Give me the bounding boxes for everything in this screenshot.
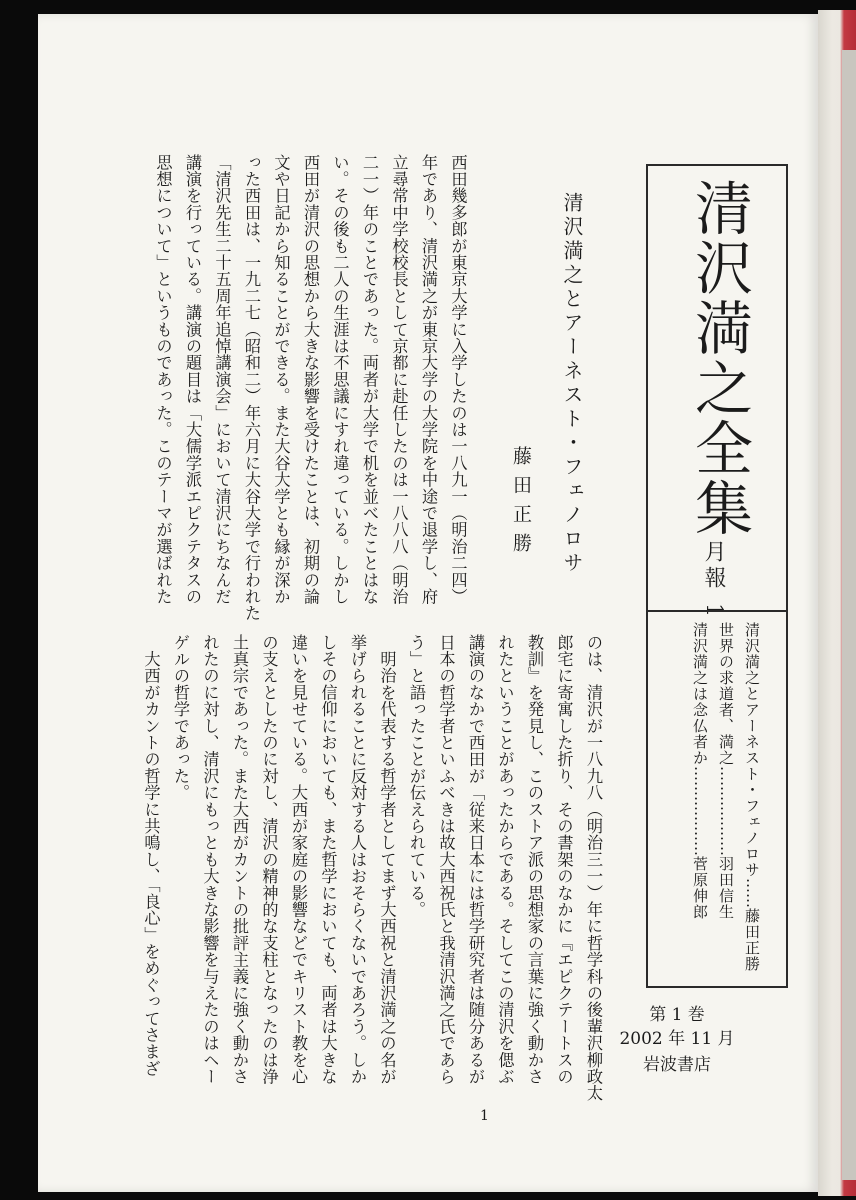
- monthly-label: 月報 1: [701, 540, 726, 621]
- essay-column: 教訓』を発見し、このストア派の思想家の言葉に強く動かさ: [525, 634, 544, 1085]
- essay-column: ゲルの哲学であった。: [171, 634, 190, 801]
- toc-entry: [742, 622, 763, 972]
- toc-title: 清沢満之は念仏者か: [691, 622, 709, 766]
- monthly-bulletin-page: [38, 14, 818, 1192]
- essay-column: 文や日記から知ることができる。また大谷大学とも縁が深か: [271, 154, 291, 605]
- essay-title: 清沢満之とアーネスト・フェノロサ: [560, 192, 584, 576]
- toc-author: 菅原伸郎: [691, 856, 709, 920]
- essay-column: った西田は、一九二七（昭和二）年六月に大谷大学で行われた: [242, 154, 261, 622]
- essay-column: 違いを見せている。大西が家庭の影響などでキリスト教を心: [289, 634, 308, 1085]
- essay-column: のは、清沢が一八九八（明治三一）年に哲学科の後輩沢柳政太: [584, 634, 603, 1102]
- essay-column: う」と語ったことが伝えられている。: [407, 634, 426, 918]
- essay-column: しその信仰においても、また哲学においても、両者は大きな: [318, 634, 338, 1085]
- volume-number: 第 1 巻: [649, 1005, 705, 1025]
- essay-column: 大西がカントの哲学に共鳴し、「良心」をめぐってさまざ: [141, 634, 161, 1077]
- toc-dots: ………………: [691, 766, 709, 856]
- essay-column: れたのに対し、清沢にもっとも大きな影響を与えたのはヘー: [200, 634, 220, 1085]
- essay-column: の支えとしたのに対し、清沢の精神的な支柱となったのは浄: [259, 634, 279, 1085]
- essay-column: 年であり、清沢満之が東京大学の大学院を中途で退学し、府: [419, 154, 438, 605]
- sidebar-box: [646, 164, 788, 988]
- toc-dots: ……: [743, 878, 761, 908]
- essay-body-lower: [136, 634, 608, 1102]
- essay-column: 思想について」というものであった。このテーマが選ばれた: [153, 154, 173, 605]
- essay-column: 郎宅に寄寓した折り、その書架のなかに『エピクテートスの: [554, 634, 574, 1085]
- publication-date: 2002 年 11 月: [619, 1029, 735, 1049]
- toc-title: 清沢満之とアーネスト・フェノロサ: [743, 622, 761, 878]
- essay-column: 講演のなかで西田が「従来日本には哲学研究者は随分あるが: [466, 634, 485, 1085]
- essay-author: 藤田正勝: [510, 446, 532, 562]
- essay-column: 土真宗であった。また大西がカントの批評主義に強く動かさ: [230, 634, 249, 1085]
- toc-entry: [716, 622, 737, 920]
- toc-author: 藤田正勝: [743, 908, 761, 972]
- essay-column: 講演を行っている。講演の題目は「大儒学派エピクテタスの: [183, 154, 202, 605]
- essay-column: 西田幾多郎が東京大学に入学したのは一八九一（明治二四）: [448, 154, 468, 605]
- toc-dots: ………………: [717, 766, 735, 856]
- essay-column: 西田が清沢の思想から大きな影響を受けたことは、初期の論: [301, 154, 320, 605]
- page-number: 1: [480, 1108, 489, 1124]
- toc-title: 世界の求道者、満之: [717, 622, 735, 766]
- essay-column: 日本の哲学者といふべきは故大西祝氏と我清沢満之氏であら: [436, 634, 456, 1085]
- essay-column: れたということがあったからである。そしてこの清沢を偲ぶ: [495, 634, 515, 1085]
- book-edge: [818, 10, 856, 1196]
- essay-column: 挙げられることに反対する人はおそらくないであろう。しか: [348, 634, 367, 1085]
- toc-author: 羽田信生: [717, 856, 735, 920]
- essay-column: い。その後も二人の生涯は不思議にすれ違っている。しかし: [330, 154, 350, 605]
- toc-entry: [690, 622, 711, 920]
- essay-column: 立尋常中学校校長として京都に赴任したのは一八八八（明治: [389, 154, 409, 605]
- essay-column: 明治を代表する哲学者としてまず大西祝と清沢満之の名が: [377, 634, 397, 1085]
- essay-column: 「清沢先生二十五周年追悼講演会」において清沢にちなんだ: [212, 154, 232, 605]
- publisher: 岩波書店: [643, 1055, 711, 1075]
- series-title: 清沢満之全集: [685, 178, 753, 538]
- essay-column: 二一）年のことであった。両者が大学で机を並べたことはな: [360, 154, 379, 605]
- essay-body-upper: [148, 154, 473, 622]
